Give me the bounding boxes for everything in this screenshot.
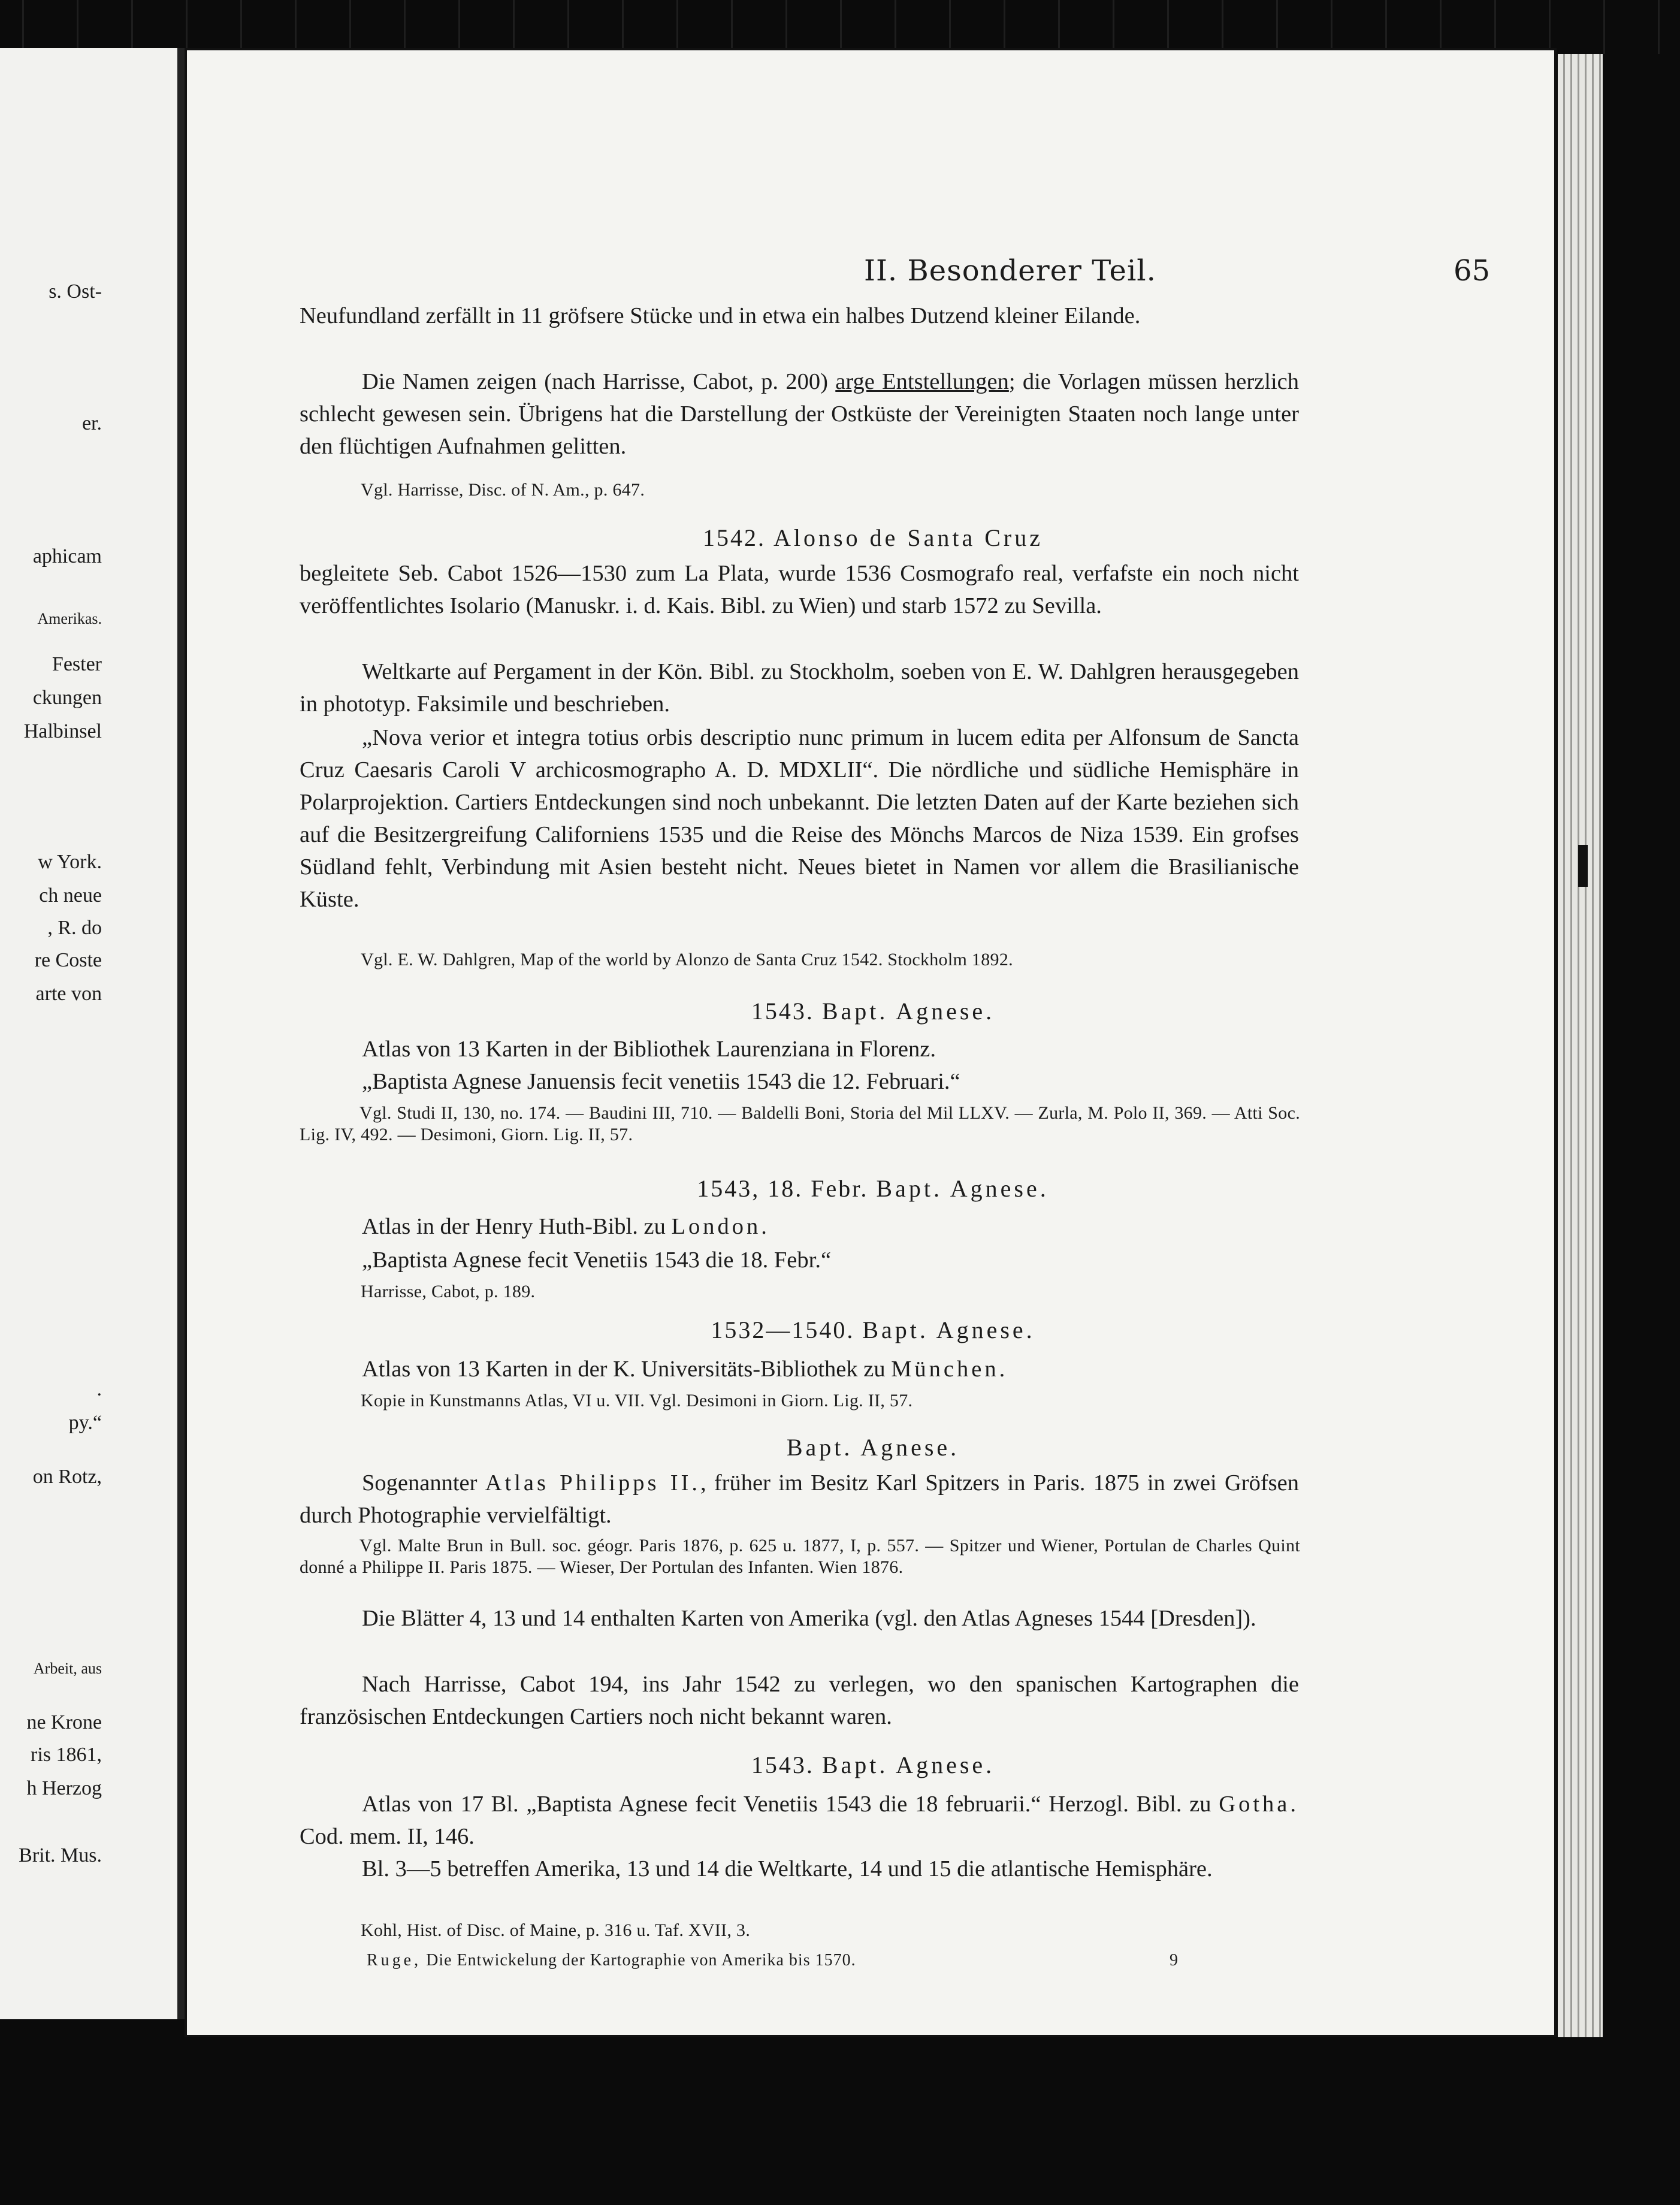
previous-page-fragment: s. Ost-	[49, 280, 102, 303]
paragraph-neufundland	[300, 300, 1299, 332]
page-marker	[1578, 845, 1588, 887]
paragraph-text: Weltkarte auf Pergament in der Kön. Bibl. zu Stockholm, soeben von E. W. Dahlgren herausgegeben in phototyp. Faksimile und beschrieben.	[300, 659, 1299, 717]
footer-author: Ruge,	[367, 1951, 422, 1970]
reference-studi: Vgl. Studi II, 130, no. 174. — Baudini III, 710. — Baldelli Boni, Storia del Mil LLXV. — Zurla, M. Polo II, 369. — Atti Soc. Lig. IV, 492. — Desimoni, Giorn. Lig. II, 57.	[300, 1103, 1300, 1144]
book-page	[185, 48, 1557, 2037]
reference-malte-brun: Vgl. Malte Brun in Bull. soc. géogr. Paris 1876, p. 625 u. 1877, I, p. 557. — Spitzer und Wiener, Portulan de Charles Quint donné a Philippe II. Paris 1875. — Wieser, Der Portulan des Infanten. Wien 1876.	[300, 1536, 1300, 1577]
footer-signature-line	[367, 1951, 856, 1970]
previous-page-fragment: on Rotz,	[32, 1466, 102, 1488]
page-stack-edge	[1558, 54, 1603, 2037]
previous-page-fragment: .	[96, 1378, 102, 1400]
previous-page-strip	[0, 48, 181, 2019]
previous-page-fragment: Halbinsel	[23, 720, 102, 742]
page-number: 65	[1454, 254, 1491, 288]
previous-page-fragment: ckungen	[32, 687, 102, 709]
paragraph-laurenziana	[300, 1033, 1299, 1065]
paragraph-text: „Baptista Agnese fecit Venetiis 1543 die 18. Febr.“	[362, 1248, 832, 1273]
paragraph-text: Neufundland zerfällt in 11 gröfsere Stücke und in etwa ein halbes Dutzend kleiner Eilande.	[300, 303, 1141, 328]
reference-dahlgren: Vgl. E. W. Dahlgren, Map of the world by Alonzo de Santa Cruz 1542. Stockholm 1892.	[361, 950, 1013, 969]
city-name: Gotha.	[1219, 1792, 1299, 1817]
paragraph-nach-harrisse	[300, 1668, 1299, 1733]
footer-title: Die Entwickelung der Kartographie von Amerika bis 1570.	[426, 1951, 856, 1970]
scan-top-noise	[0, 0, 1680, 54]
paragraph-quote-febr	[300, 1244, 1299, 1276]
previous-page-fragment: ne Krone	[26, 1711, 102, 1733]
paragraph-text: Atlas von 13 Karten in der Bibliothek Laurenziana in Florenz.	[362, 1037, 936, 1062]
entry-heading-agnese-undated	[187, 1433, 1559, 1461]
city-name: London.	[671, 1214, 770, 1239]
heading-name: Alonso de Santa Cruz	[773, 524, 1043, 551]
reference-kohl: Kohl, Hist. of Disc. of Maine, p. 316 u. Taf. XVII, 3.	[361, 1920, 751, 1940]
entry-heading-santa-cruz	[187, 524, 1559, 552]
previous-page-fragment: re Coste	[34, 949, 102, 971]
reference-kunstmann: Kopie in Kunstmanns Atlas, VI u. VII. Vgl. Desimoni in Giorn. Lig. II, 57.	[361, 1391, 913, 1410]
reference-harrisse-cabot: Harrisse, Cabot, p. 189.	[361, 1282, 536, 1301]
paragraph-text: , früher im Besitz Karl Spitzers in Paris. 1875 in zwei Gröfsen durch Photographie vervielfältigt.	[300, 1470, 1299, 1528]
previous-page-fragment: Arbeit, aus	[33, 1660, 102, 1677]
paragraph-text: „Baptista Agnese Januensis fecit venetiis 1543 die 12. Februari.“	[362, 1069, 960, 1094]
heading-year: 1532—1540.	[711, 1316, 855, 1343]
atlas-name: Atlas Philipps II.	[485, 1470, 700, 1496]
paragraph-text: Bl. 3—5 betreffen Amerika, 13 und 14 die Weltkarte, 14 und 15 die atlantische Hemisphäre.	[362, 1856, 1213, 1881]
paragraph-text: Sogenannter	[362, 1470, 485, 1496]
paragraph-nova-verior	[300, 721, 1299, 916]
heading-year: 1543, 18. Febr.	[697, 1175, 869, 1202]
heading-year: 1543.	[751, 1751, 814, 1778]
underlined-phrase: arge Entstellungen	[835, 369, 1009, 394]
heading-year: 1543.	[751, 998, 814, 1025]
previous-page-fragment: arte von	[35, 983, 102, 1005]
paragraph-text: Nach Harrisse, Cabot 194, ins Jahr 1542 zu verlegen, wo den spanischen Kartographen die französischen Entdeckungen Cartiers noch nicht bekannt waren.	[300, 1672, 1299, 1729]
previous-page-fragment: Amerikas.	[37, 610, 102, 627]
previous-page-fragment: h Herzog	[26, 1777, 102, 1799]
paragraph-weltkarte	[300, 656, 1299, 720]
paragraph-gotha	[300, 1788, 1299, 1853]
paragraph-text: Die Namen zeigen (nach Harrisse, Cabot, p. 200)	[362, 369, 836, 394]
previous-page-fragment: w York.	[38, 851, 102, 873]
paragraph-text: Die Blätter 4, 13 und 14 enthalten Karten von Amerika (vgl. den Atlas Agneses 1544 [Dresden]).	[362, 1606, 1256, 1631]
paragraph-quote-januensis	[300, 1065, 1299, 1098]
previous-page-fragment: py.“	[68, 1412, 102, 1434]
previous-page-fragment: ch neue	[39, 884, 102, 907]
heading-name: Bapt. Agnese.	[821, 1751, 995, 1778]
reference-harrisse: Vgl. Harrisse, Disc. of N. Am., p. 647.	[361, 480, 645, 500]
paragraph-text: „Nova verior et integra totius orbis descriptio nunc primum in lucem edita per Alfonsum de Sancta Cruz Caesaris Caroli V archicosmographo A. D. MDXLII“. Die nördliche und südliche Hemisphäre in Polarprojektion. Cartiers Entdeckungen sind noch unbekannt. Die letzten Daten auf der Karte beziehen sich auf die Besitzergreifung Californiens 1535 und die Reise des Mönchs Marcos de Niza 1539. Ein grofses Südland fehlt, Verbindung mit Asien besteht nicht. Neues bietet in Namen vor allem die Brasilianische Küste.	[300, 725, 1299, 912]
heading-year: 1542.	[703, 524, 766, 551]
paragraph-bl-3-5	[300, 1853, 1299, 1885]
paragraph-text: Atlas von 17 Bl. „Baptista Agnese fecit Venetiis 1543 die 18 februarii.“ Herzogl. Bibl. zu	[362, 1792, 1219, 1817]
previous-page-fragment: er.	[81, 412, 102, 434]
running-header: II. Besonderer Teil.	[864, 254, 1156, 288]
signature-mark: 9	[1170, 1951, 1179, 1970]
paragraph-santa-cruz-bio	[300, 557, 1299, 622]
paragraph-text: Cod. mem. II, 146.	[300, 1824, 475, 1849]
paragraph-atlas-philipps	[300, 1467, 1299, 1532]
paragraph-huth-bibl	[300, 1210, 1299, 1243]
city-name: München.	[891, 1357, 1008, 1382]
previous-page-fragment: , R. do	[47, 917, 102, 939]
entry-heading-agnese-1543	[187, 997, 1559, 1025]
paragraph-text: Atlas von 13 Karten in der K. Universitäts-Bibliothek zu	[362, 1357, 892, 1382]
previous-page-fragment: Fester	[52, 653, 102, 675]
heading-name: Bapt. Agnese.	[862, 1316, 1035, 1343]
entry-heading-agnese-gotha	[187, 1751, 1559, 1779]
previous-page-fragment: ris 1861,	[31, 1744, 102, 1766]
paragraph-text: begleitete Seb. Cabot 1526—1530 zum La Plata, wurde 1536 Cosmografo real, verfafste ein noch nicht veröffentlichtes Isolario (Manuskr. i. d. Kais. Bibl. zu Wien) und starb 1572 zu Sevilla.	[300, 561, 1299, 618]
entry-heading-agnese-18-febr	[187, 1174, 1559, 1203]
previous-page-fragment: Brit. Mus.	[19, 1844, 102, 1866]
paragraph-namen	[300, 366, 1299, 463]
previous-page-fragment: aphicam	[32, 545, 102, 567]
entry-heading-agnese-1532	[187, 1316, 1559, 1344]
heading-name: Bapt. Agnese.	[821, 998, 995, 1025]
paragraph-text: Atlas in der Henry Huth-Bibl. zu	[362, 1214, 672, 1239]
paragraph-text: ; die Vorlagen müssen herzlich schlecht gewesen sein. Übrigens hat die Darstellung der Ostküste der Vereinigten Staaten noch lange unter den flüchtigen Aufnahmen gelitten.	[300, 369, 1299, 459]
heading-name: Bapt. Agnese.	[876, 1175, 1049, 1202]
paragraph-muenchen	[300, 1353, 1299, 1385]
heading-name: Bapt. Agnese.	[786, 1434, 960, 1461]
paragraph-blaetter	[300, 1602, 1299, 1635]
